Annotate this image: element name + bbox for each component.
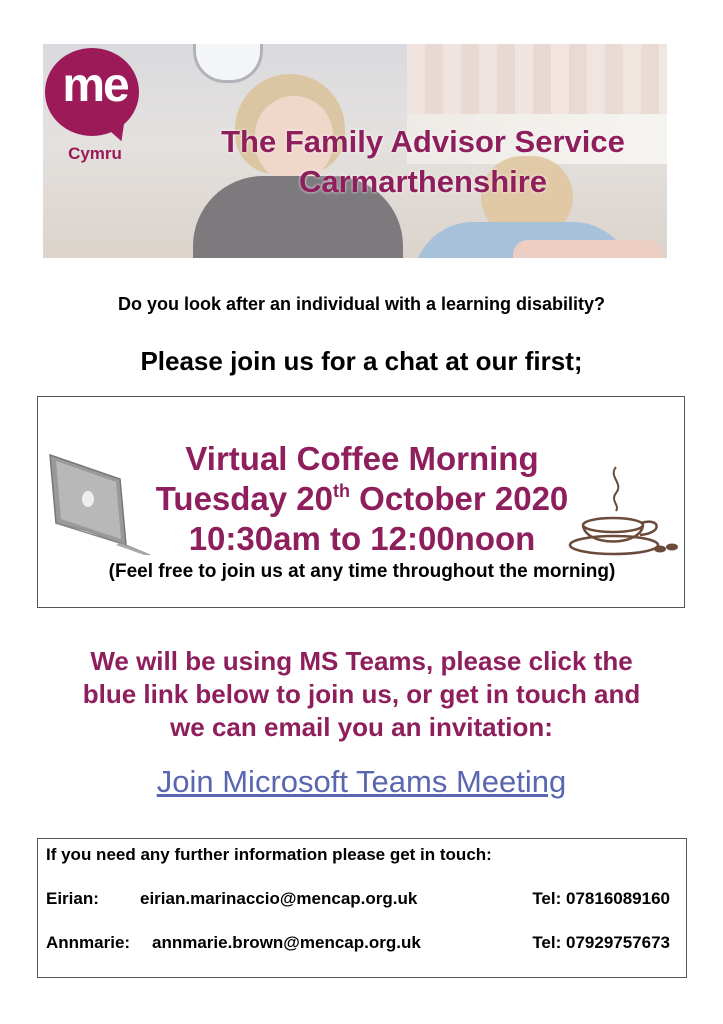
intro-question: Do you look after an individual with a learning disability? bbox=[117, 294, 606, 314]
event-date-suffix: th bbox=[333, 481, 351, 501]
logo-subtext: Cymru bbox=[68, 144, 122, 163]
teams-message-line-2: blue link below to join us, or get in touch and bbox=[82, 679, 641, 709]
logo-text: me bbox=[62, 59, 128, 112]
header-banner bbox=[43, 44, 667, 258]
contact-name: Annmarie: bbox=[46, 933, 131, 952]
contact-email[interactable]: eirian.marinaccio@mencap.org.uk bbox=[140, 889, 418, 908]
event-box bbox=[37, 396, 685, 608]
event-name: Virtual Coffee Morning bbox=[185, 440, 539, 477]
event-date-rest: October 2020 bbox=[350, 480, 569, 517]
contact-box bbox=[37, 838, 687, 978]
contact-email[interactable]: annmarie.brown@mencap.org.uk bbox=[152, 933, 421, 952]
title-line-1: The Family Advisor Service bbox=[221, 124, 625, 159]
event-time: 10:30am to 12:00noon bbox=[188, 520, 536, 557]
title-line-2: Carmarthenshire bbox=[298, 164, 548, 199]
event-note: (Feel free to join us at any time throughout the morning) bbox=[108, 561, 616, 582]
contact-row bbox=[38, 889, 688, 913]
join-teams-meeting-link[interactable]: Join Microsoft Teams Meeting bbox=[156, 764, 567, 799]
event-date-prefix: Tuesday 20 bbox=[155, 480, 334, 517]
contact-name: Eirian: bbox=[46, 889, 99, 908]
teams-message-line-3: we can email you an invitation: bbox=[170, 712, 553, 742]
contact-intro: If you need any further information please get in touch: bbox=[46, 845, 492, 864]
teams-message-line-1: We will be using MS Teams, please click the bbox=[90, 646, 633, 676]
contact-phone: Tel: 07816089160 bbox=[532, 889, 670, 908]
teams-message bbox=[30, 645, 693, 744]
contact-row bbox=[38, 933, 688, 957]
coffee-cup-icon bbox=[568, 461, 686, 561]
contact-phone: Tel: 07929757673 bbox=[532, 933, 670, 952]
page-title bbox=[193, 122, 653, 202]
intro-invite: Please join us for a chat at our first; bbox=[140, 346, 583, 376]
